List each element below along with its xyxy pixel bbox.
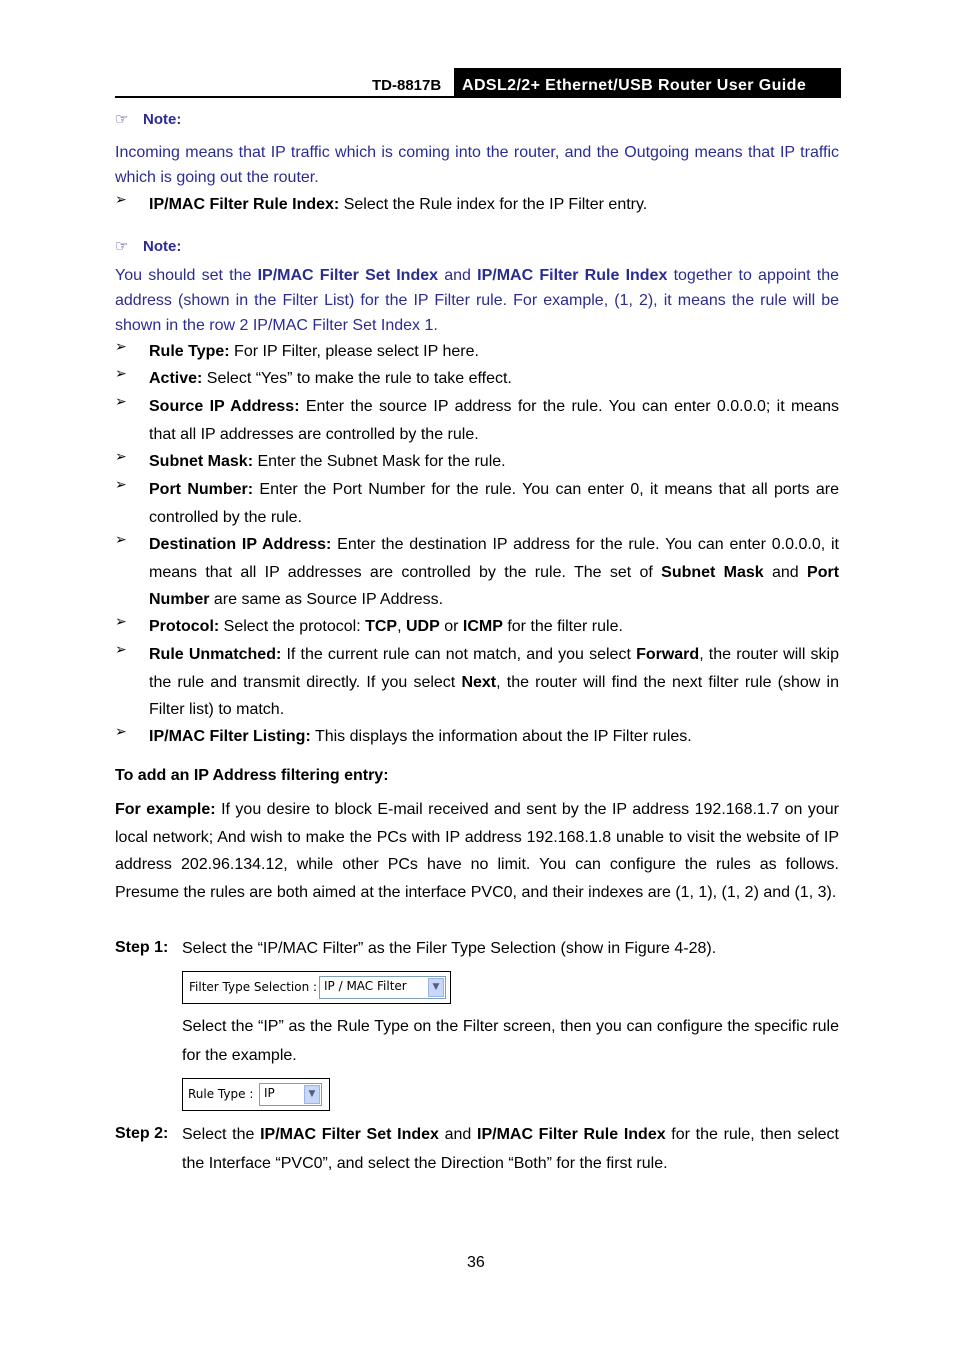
example-paragraph: For example: If you desire to block E-mail received and sent by the IP address 192.168.1.7 on your local network; And wish to make the PCs with IP address 192.168.1.8 unable to visit the website of IP address 202.96.134.12, while other PCs have no limit. You can configure the rules as follows. Presume the rules are both aimed at the interface PVC0, and their indexes are (1, 1), (1, 2) and (1, 3). <box>115 801 840 901</box>
bullet-text: Select the Rule index for the IP Filter entry. <box>339 196 648 213</box>
header-model: TD-8817B <box>372 77 442 94</box>
note-2-heading <box>115 237 181 255</box>
arrow-bullet-icon: ➢ <box>115 448 127 464</box>
note-2-text: You should set the IP/MAC Filter Set Index and IP/MAC Filter Rule Index together to appoint the address (shown in the Filter List) for the IP Filter rule. For example, (1, 2), it means the rule will be shown in the row 2 IP/MAC Filter Set Index 1. <box>115 267 839 334</box>
section-heading: To add an IP Address filtering entry: <box>115 767 389 784</box>
arrow-bullet-icon: ➢ <box>115 338 127 354</box>
rule-type-value: IP <box>264 1086 275 1100</box>
note-1-text: Incoming means that IP traffic which is coming into the router, and the Outgoing means that IP traffic which is going out the router. <box>115 144 839 186</box>
arrow-bullet-icon: ➢ <box>115 476 127 492</box>
pointing-hand-icon: ☞ <box>115 111 129 128</box>
bullet-rule-type: ➢ Rule Type: For IP Filter, please select IP here. <box>115 338 479 360</box>
bullet-protocol: ➢ Protocol: Select the protocol: TCP, UDP or ICMP for the filter rule. <box>115 613 623 635</box>
bullet-term: IP/MAC Filter Rule Index: <box>149 196 340 213</box>
pointing-hand-icon: ☞ <box>115 238 129 255</box>
chevron-down-icon[interactable]: ▼ <box>428 978 444 997</box>
rule-type-widget <box>182 1078 330 1111</box>
note-label: Note: <box>143 111 182 128</box>
step-1-text: Select the “IP/MAC Filter” as the Filer Type Selection (show in Figure 4-28). <box>182 940 717 957</box>
bullet-rule-index <box>115 191 839 219</box>
arrow-bullet-icon: ➢ <box>115 531 127 547</box>
arrow-bullet-icon: ➢ <box>115 365 127 381</box>
header-rule <box>115 96 841 98</box>
step-1-text-2: Select the “IP” as the Rule Type on the Filter screen, then you can configure the specific rule for the example. <box>182 1018 839 1064</box>
bullet-subnet-mask: ➢ Subnet Mask: Enter the Subnet Mask for the rule. <box>115 448 506 470</box>
arrow-bullet-icon: ➢ <box>115 641 127 657</box>
bullet-port-number: ➢ Port Number: Enter the Port Number for the rule. You can enter 0, it means that all ports are controlled by the rule. <box>115 476 840 526</box>
step-2-label: Step 2: <box>115 1125 169 1142</box>
rule-type-label: Rule Type : <box>188 1087 254 1101</box>
step-1-label: Step 1: <box>115 939 169 956</box>
filter-type-label: Filter Type Selection : <box>189 980 318 994</box>
note-1-heading <box>115 110 181 128</box>
note-label: Note: <box>143 238 182 255</box>
bullet-active: ➢ Active: Select “Yes” to make the rule to take effect. <box>115 365 512 387</box>
arrow-bullet-icon: ➢ <box>115 723 127 739</box>
filter-type-value: IP / MAC Filter <box>324 979 407 993</box>
page-number: 36 <box>467 1254 485 1271</box>
bullet-rule-unmatched: ➢ Rule Unmatched: If the current rule can not match, and you select Forward, the router will skip the rule and transmit directly. If you select Next, the router will find the next filter rule (show in Filter list) to match. <box>115 641 840 718</box>
bullet-source-ip: ➢ Source IP Address: Enter the source IP address for the rule. You can enter 0.0.0.0; it means that all IP addresses are controlled by the rule. <box>115 393 839 443</box>
arrow-bullet-icon: ➢ <box>115 613 127 629</box>
step-2-text: Select the IP/MAC Filter Set Index and IP/MAC Filter Rule Index for the rule, then select the Interface “PVC0”, and select the Direction “Both” for the first rule. <box>182 1126 840 1172</box>
filter-type-select[interactable] <box>319 976 446 999</box>
chevron-down-icon[interactable]: ▼ <box>304 1085 320 1104</box>
arrow-bullet-icon: ➢ <box>115 393 127 409</box>
filter-type-selection-widget <box>182 971 451 1004</box>
arrow-bullet-icon: ➢ <box>115 191 127 207</box>
bullet-destination-ip: ➢ Destination IP Address: Enter the destination IP address for the rule. You can enter 0.0.0.0, it means that all IP addresses are controlled by the rule. The set of Subnet Mask and Port Number are same as Source IP Address. <box>115 531 840 608</box>
rule-type-select[interactable] <box>259 1083 322 1106</box>
bullet-filter-listing: ➢ IP/MAC Filter Listing: This displays the information about the IP Filter rules. <box>115 723 692 745</box>
header-title: ADSL2/2+ Ethernet/USB Router User Guide <box>462 77 807 94</box>
